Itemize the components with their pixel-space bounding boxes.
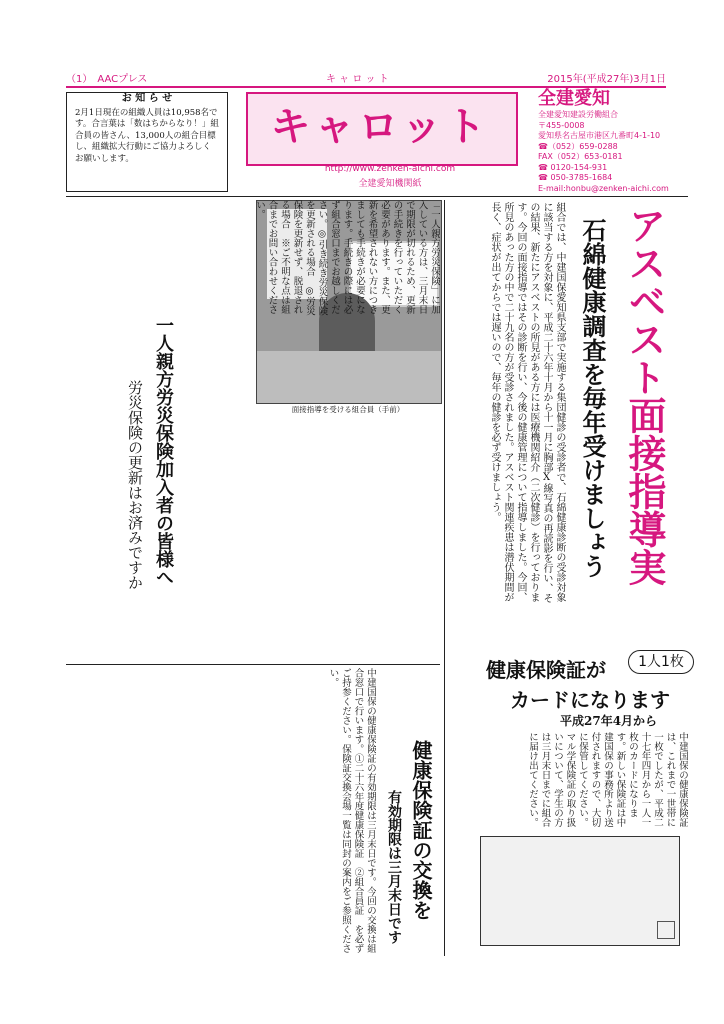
article3-headline: 健康保険証が	[486, 658, 606, 682]
masthead-rule	[66, 196, 688, 197]
article3-badge: 1人1枚	[628, 650, 694, 674]
org-tel3: ☎ 050-3785-1684	[538, 173, 613, 182]
article2-rule	[66, 664, 440, 665]
org-fax: FAX（052）653-0181	[538, 152, 623, 161]
photo-caption: 面接指導を受ける組合員（手前）	[291, 405, 405, 414]
org-zip: 〒455-0008	[538, 120, 585, 130]
org-subtitle: 全建愛知建設労働組合	[538, 110, 618, 119]
article3-date: 平成27年4月から	[560, 714, 658, 728]
article3-body-lower	[448, 836, 476, 946]
article2-body: 「一人親方労災保険」に加入している方は、三月末日で期限が切れるため、更新の手続きを行っていただく必要があります。また、更新を希望されない方につきましても手続きが必要になります。手続きの際には必ず組合窓口までお越しください。◎引き続き労災保険を更新される場合 ◎労災保険を更新せず、脱退される場合 ※ご不明な点は組合までお問い合わせください。	[254, 200, 440, 316]
org-address: 愛知県名古屋市港区九番町4-1-10	[538, 131, 661, 140]
article4-subhead: 有効期限は三月末日です	[386, 790, 402, 944]
article2-subhead: 労災保険の更新はお済みですか	[126, 380, 144, 590]
page-number: （1） AACプレス	[66, 74, 148, 85]
org-logo: 全建愛知	[538, 88, 610, 109]
issue-date: 2015年(平成27年)3月1日	[547, 74, 666, 85]
article4-headline: 健康保険証の交換を	[409, 740, 433, 920]
vertical-divider	[444, 200, 445, 956]
org-info	[538, 88, 688, 193]
page-header	[66, 70, 666, 84]
article2-body-lower	[66, 428, 116, 660]
paper-name: キ ャ ロ ッ ト	[326, 74, 389, 85]
masthead-logo: キャロット	[270, 104, 490, 150]
article4-body: 中建国保の健康保険証の有効期限は三月末日です。今回の交換は組合窓口で行います。①二十六年度健康保険証 ②組合員証 を必ずご持参ください。保険証交換会場一覧は同封の案内をご参照ください。	[327, 668, 376, 953]
insurance-card-image	[480, 836, 680, 946]
article3-body: 中建国保の健康保険証は、これまで一世帯に一枚でしたが、平成二十七年四月から一人一枚のカードになります。新しい保険証は中建国保の事務所より送付されますので、大切に保管してください。マル学保険証の取り扱いについて、学生の方は三月末日までに組合に届け出てください。	[527, 732, 688, 827]
article2-body-right	[182, 428, 440, 660]
photo-desk	[257, 351, 441, 403]
article3-headline2: カードになります	[510, 688, 670, 712]
masthead-url[interactable]: http://www.zenken-aichi.com	[324, 164, 456, 174]
org-tel1: ☎（052）659-0288	[538, 141, 618, 151]
masthead-org: 全建愛知機関紙	[358, 179, 422, 189]
card-stamp-icon	[657, 921, 675, 939]
notice-box	[66, 92, 228, 192]
org-tel2: ☎ 0120-154-931	[538, 162, 608, 172]
article1-headline: アスベスト面接指導実	[622, 206, 666, 586]
article2-headline: 一人親方労災保険加入者の皆様へ	[153, 316, 174, 586]
notice-title: お 知 ら せ	[121, 93, 173, 104]
org-email[interactable]: E-mail:honbu@zenken-aichi.com	[538, 183, 669, 193]
article1-subhead: 石綿健康調査を毎年受けましょう	[578, 218, 607, 578]
article1-body: 組合では、中建国保愛知県支部で実施する集団健診の受診者で、石綿健康診断の受診対象に該当する方を対象に、平成二十六年十月から十一月に胸部X線写真の再読影を行い、その結果、新たにアスベストの所見がある方には医療機関紹介（二次健診）を行っております。今回の面接指導ではその診断を行い、今後の健康管理について指導しました。今回、所見のあった方の中で二十九名の方が受診されました。アスベスト関連疾患は潜伏期間が長く、症状が出てからでは遅いので、毎年の健診を必ず受けましょう。	[489, 202, 565, 603]
notice-body: 2月1日現在の組織人員は10,958名です。合言葉は「数はちからなり！」組合員の皆さん、13,000人の組合目標し、組織拡大行動にご協力よろしくお願いします。	[75, 107, 219, 164]
